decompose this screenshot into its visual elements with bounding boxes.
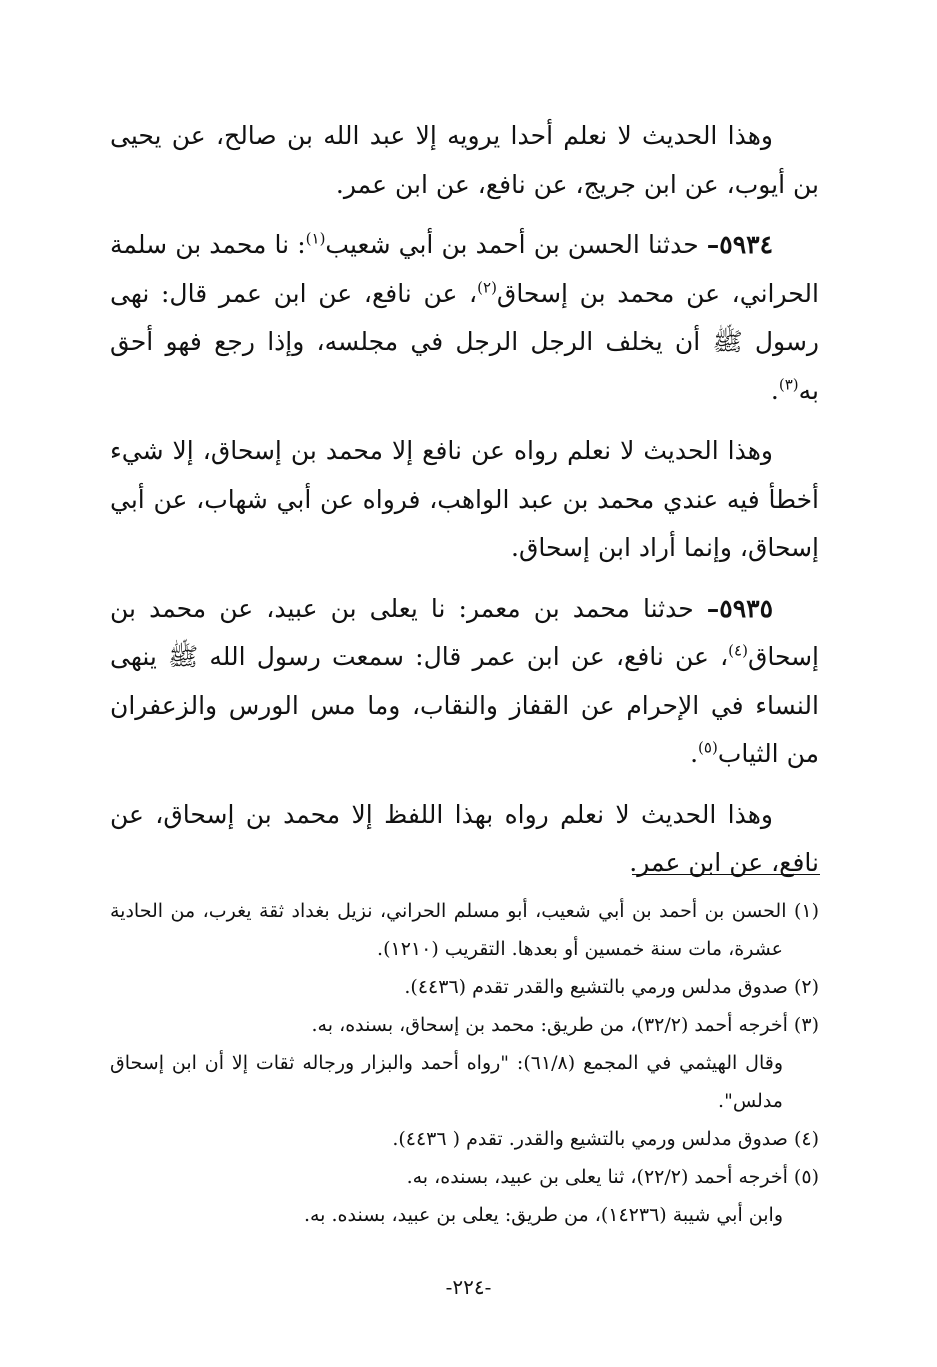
footnote-ref: (٥) [698, 738, 718, 757]
footnote-3-continued: وقال الهيثمي في المجمع (٦١/٨): "رواه أحمد والبزار ورجاله ثقات إلا أن ابن إسحاق مدلس". [110, 1052, 784, 1112]
hadith-5934 [110, 221, 819, 415]
footnote-separator [632, 874, 820, 875]
hadith-5935 [110, 585, 819, 779]
paragraph-commentary-3: وهذا الحديث لا نعلم رواه بهذا اللفظ إلا محمد بن إسحاق، عن نافع، عن ابن عمر. [110, 799, 819, 877]
footnote-5: (٥) أخرجه أحمد (٢٢/٢)، ثنا يعلى بن عبيد، بسنده، به. [406, 1166, 819, 1188]
footnote-ref: (٢) [477, 278, 497, 297]
hadith-text: . [770, 375, 779, 405]
footnote-ref: (٣) [778, 375, 799, 394]
paragraph-commentary-2: وهذا الحديث لا نعلم رواه عن نافع إلا محمد بن إسحاق، إلا شيء أخطأ فيه عندي محمد بن عبد الواهب، فرواه عن أبي شهاب، عن أبي إسحاق، وإنما أراد ابن إسحاق. [110, 436, 819, 562]
footnote-ref: (١) [305, 229, 326, 248]
footnote-3: (٣) أخرجه أحمد (٣٢/٢)، من طريق: محمد بن إسحاق، بسنده، به. [311, 1014, 819, 1036]
footnote-1: (١) الحسن بن أحمد بن أبي شعيب، أبو مسلم الحراني، نزيل بغداد ثقة يغرب، من الحادية عشرة، مات سنة خمسين أو بعدها. التقريب (١٢١٠). [110, 900, 819, 960]
footnote-5-continued: وابن أبي شيبة (١٤٢٣٦)، من طريق: يعلى بن عبيد، بسنده. به. [303, 1204, 783, 1226]
footnotes [110, 892, 819, 1234]
paragraph-commentary-1: وهذا الحديث لا نعلم أحدا يرويه إلا عبد الله بن صالح، عن يحيى بن أيوب، عن ابن جريج، عن نافع، عن ابن عمر. [110, 121, 819, 199]
footnote-ref: (٤) [728, 641, 748, 660]
hadith-text: . [690, 739, 699, 768]
hadith-number: ٥٩٣٥– [706, 593, 773, 623]
page-number: -٢٢٤- [445, 1275, 492, 1299]
hadith-text: ، عن نافع، عن ابن عمر قال: نهى رسول ﷺ أن يخلف الرجل الرجل في مجلسه، وإذا رجع فهو أحق به [110, 278, 819, 405]
hadith-text: : نا محمد بن سلمة الحراني، عن محمد بن إسحاق [110, 230, 819, 308]
hadith-text: حدثنا الحسن بن أحمد بن أبي شعيب [325, 230, 707, 259]
hadith-number: ٥٩٣٤– [706, 230, 773, 259]
hadith-text: حدثنا محمد بن معمر: نا يعلى بن عبيد، عن محمد بن إسحاق [110, 593, 819, 671]
hadith-text: ، عن نافع، عن ابن عمر قال: سمعت رسول الله ﷺ ينهى النساء في الإحرام عن القفاز والنقاب، وما مس الورس والزعفران من الثياب [110, 642, 819, 768]
main-text [110, 112, 819, 888]
footnote-2: (٢) صدوق مدلس ورمي بالتشيع والقدر تقدم (٤٤٣٦). [404, 976, 819, 998]
footnote-4: (٤) صدوق مدلس ورمي بالتشيع والقدر. تقدم ( ٤٤٣٦). [392, 1128, 819, 1150]
